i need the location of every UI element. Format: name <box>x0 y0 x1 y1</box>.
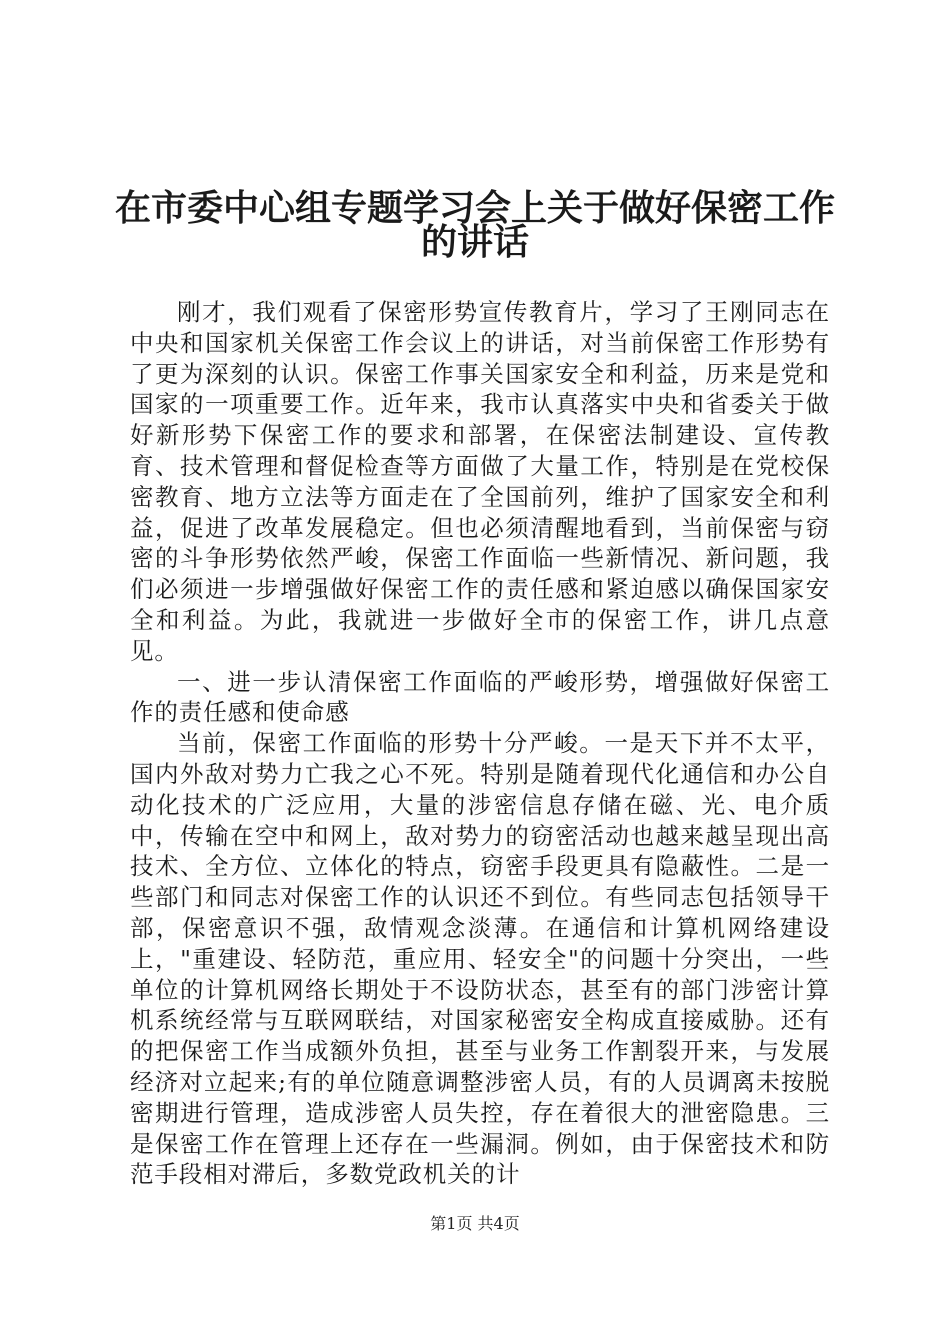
document-title-line-2: 的讲话 <box>420 222 529 263</box>
document-body <box>130 297 830 1190</box>
page-footer: 第1页 共4页 <box>430 1214 520 1233</box>
document-title-line-1: 在市委中心组专题学习会上关于做好保密工作 <box>114 188 835 229</box>
section-heading-1: 一、进一步认清保密工作面临的严峻形势，增强做好保密工作的责任感和使命感 <box>130 667 830 727</box>
body-paragraph-intro: 刚才，我们观看了保密形势宣传教育片，学习了王刚同志在中央和国家机关保密工作会议上的讲话，对当前保密工作形势有了更为深刻的认识。保密工作事关国家安全和利益，历来是党和国家的一项重要工作。近年来，我市认真落实中央和省委关于做好新形势下保密工作的要求和部署，在保密法制建设、宣传教育、技术管理和督促检查等方面做了大量工作，特别是在党校保密教育、地方立法等方面走在了全国前列，维护了国家安全和利益，促进了改革发展稳定。但也必须清醒地看到，当前保密与窃密的斗争形势依然严峻，保密工作面临一些新情况、新问题，我们必须进一步增强做好保密工作的责任感和紧迫感以确保国家安全和利益。为此，我就进一步做好全市的保密工作，讲几点意见。 <box>130 298 830 665</box>
body-paragraph-situation: 当前，保密工作面临的形势十分严峻。一是天下并不太平，国内外敌对势力亡我之心不死。特别是随着现代化通信和办公自动化技术的广泛应用，大量的涉密信息存储在磁、光、电介质中，传输在空中和网上，敌对势力的窃密活动也越来越呈现出高技术、全方位、立体化的特点，窃密手段更具有隐蔽性。二是一些部门和同志对保密工作的认识还不到位。有些同志包括领导干部，保密意识不强，敌情观念淡薄。在通信和计算机网络建设上，"重建设、轻防范，重应用、轻安全"的问题十分突出，一些单位的计算机网络长期处于不设防状态，甚至有的部门涉密计算机系统经常与互联网联结，对国家秘密安全构成直接威胁。还有的把保密工作当成额外负担，甚至与业务工作割裂开来，与发展经济对立起来;有的单位随意调整涉密人员，有的人员调离未按脱密期进行管理，造成涉密人员失控，存在着很大的泄密隐患。三是保密工作在管理上还存在一些漏洞。例如，由于保密技术和防范手段相对滞后，多数党政机关的计 <box>130 729 830 1189</box>
